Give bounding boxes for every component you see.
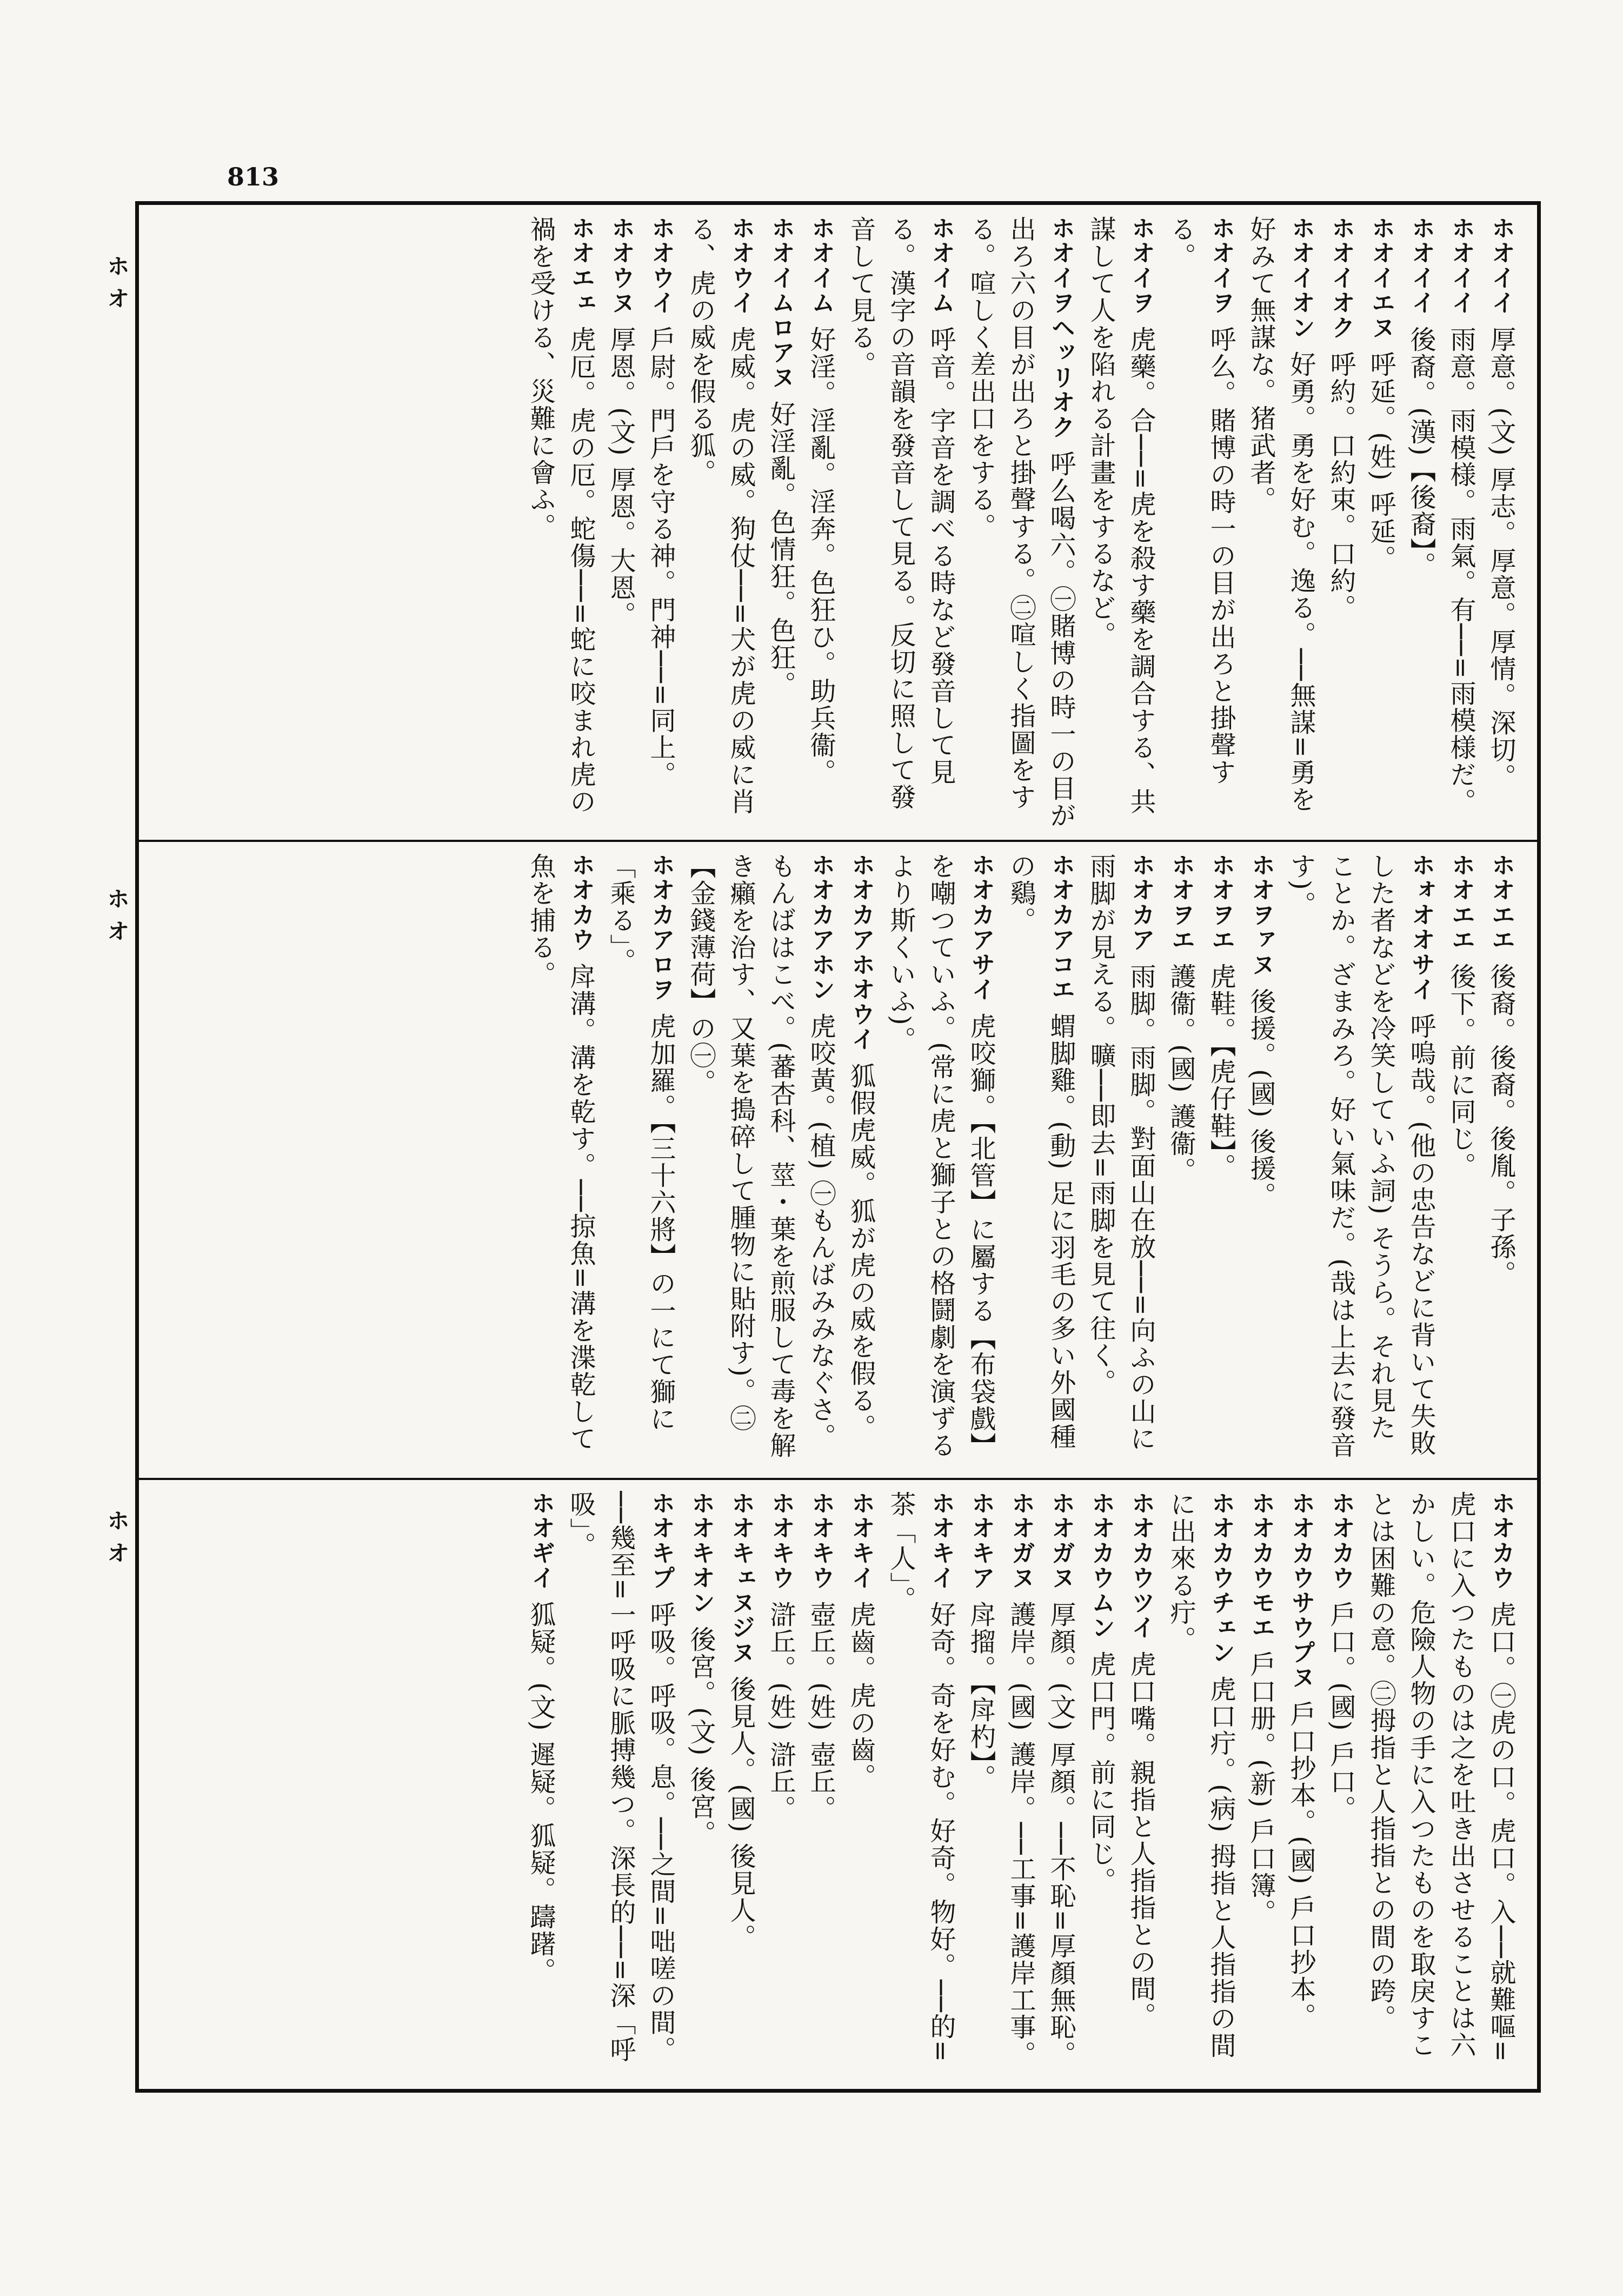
dictionary-entry — [801, 216, 841, 829]
entry-definition: 雨意。雨模様。雨氣。有──=雨模様だ。 — [1446, 326, 1476, 815]
entry-definition: 戽㨨。【戽杓】。 — [966, 1601, 996, 1791]
entry-headword: ホオカアサイ — [967, 853, 995, 1002]
index-tab-2: ホオ — [104, 887, 130, 952]
entry-headword: ホオイオク — [1327, 216, 1355, 340]
entry-definition: 後裔。(漢)【後裔】。 — [1406, 326, 1436, 579]
entry-headword: ホオガヌ — [1007, 1491, 1035, 1590]
entry-headword: ホオエェ — [567, 216, 595, 315]
entry-definition: 虎口疔。(病) 拇指と人指指の間に出來る疔。 — [1166, 1491, 1236, 2059]
entry-headword: ホオカウ — [1487, 1491, 1515, 1590]
entry-definition: 呼約。口約束。口約。 — [1326, 351, 1356, 621]
page-number: 813 — [227, 162, 280, 191]
entry-headword: ホオイイ — [1407, 216, 1435, 315]
entry-headword: ホオイイ — [1447, 216, 1475, 315]
dictionary-entry — [1281, 853, 1441, 1467]
dictionary-entry — [1241, 216, 1321, 829]
entry-definition: 雨脚。雨脚。對面山在放──=向ふの山に雨脚が見える。曠──即去=雨脚を見て往く。 — [1086, 853, 1156, 1452]
dictionary-entry — [601, 216, 641, 829]
dictionary-entry — [1401, 216, 1441, 829]
entry-definition: 厚恩。(文) 厚恩。大恩。 — [606, 326, 636, 628]
index-tab-3: ホオ — [104, 1509, 130, 1574]
entry-headword: ホオイエヌ — [1367, 216, 1395, 340]
entry-headword: ホオイヲ — [1207, 216, 1235, 315]
dictionary-entry — [881, 853, 1001, 1467]
entry-definition: 呼么喝六。㊀賭博の時一の目が出ろ六の目が出ろと掛聲する。㊁喧しく指圖をする。喧しく差出口をする。 — [966, 216, 1076, 829]
entry-definition: 虎藥。合──=虎を殺す藥を調合する、共謀して人を陷れる計畫をするなど。 — [1086, 216, 1156, 815]
entry-headword: ホオカウサウプヌ — [1287, 1491, 1315, 1690]
entry-headword: ホオヲエ — [1207, 853, 1235, 952]
entry-definition: 狐假虎威。狐が虎の威を假る。 — [846, 1063, 876, 1441]
entry-definition: 好淫。淫亂。淫奔。色狂ひ。助兵衞。 — [806, 326, 836, 786]
dictionary-entry — [1081, 1491, 1121, 2078]
entry-definition: 虎口嘴。親指と人指指との間。 — [1126, 1651, 1156, 2029]
entry-headword: ホオガヌ — [1047, 1491, 1075, 1590]
entry-headword: ホオヲァヌ — [1247, 853, 1275, 977]
entry-definition: 虎鞋。【虎仔鞋】。 — [1206, 963, 1236, 1180]
dictionary-entry — [681, 853, 841, 1467]
dictionary-entry — [841, 216, 961, 829]
dictionary-entry — [1001, 853, 1081, 1467]
dictionary-band-top — [139, 205, 1537, 842]
dictionary-entry — [681, 1491, 721, 2078]
entry-headword: ホオイイ — [1487, 216, 1515, 315]
entry-headword: ホオエエ — [1447, 853, 1475, 952]
dictionary-entry — [521, 853, 601, 1467]
dictionary-entry — [961, 1491, 1001, 2078]
entry-headword: ホォオオサイ — [1407, 853, 1435, 1002]
entry-definition: 護衞。(國) 護衞。 — [1166, 963, 1196, 1184]
dictionary-entry — [1481, 853, 1521, 1467]
dictionary-entry — [841, 853, 881, 1467]
entry-headword: ホオキオン — [687, 1491, 715, 1615]
dictionary-entry — [1041, 1491, 1081, 2078]
entry-headword: ホオカウムン — [1087, 1491, 1115, 1640]
entry-headword: ホオカアホオウイ — [847, 853, 875, 1052]
entry-headword: ホオイム — [807, 216, 835, 315]
dictionary-entry — [721, 1491, 761, 2078]
dictionary-entry — [1201, 853, 1241, 1467]
dictionary-entry — [521, 216, 601, 829]
entry-definition: 戶尉。門戶を守る神。門神──=同上。 — [646, 326, 676, 788]
entry-definition: 壺丘。(姓) 壺丘。 — [806, 1601, 836, 1822]
entries-column-group — [150, 216, 1521, 829]
entry-definition: 虎厄。虎の厄。蛇傷──=蛇に咬まれ虎の禍を受ける、災難に會ふ。 — [526, 216, 596, 815]
dictionary-entry — [601, 853, 681, 1467]
entries-column-group — [150, 1491, 1521, 2078]
dictionary-entry — [841, 1491, 881, 2078]
dictionary-entry — [521, 1491, 561, 2078]
entry-definition: 呼吸。呼吸。息。──之間=咄嗟の間。──幾至=一呼吸に脈搏幾つ。深長的──=深「呼吸」。 — [566, 1491, 676, 2063]
entry-definition: 虎齒。虎の齒。 — [846, 1601, 876, 1790]
entry-headword: ホオエエ — [1487, 853, 1515, 952]
entry-headword: ホオキイ — [847, 1491, 875, 1590]
index-tab-1: ホオ — [104, 254, 130, 319]
entry-definition: 戶口抄本。(國) 戶口抄本。 — [1286, 1701, 1316, 2030]
dictionary-entry — [641, 216, 681, 829]
dictionary-entry — [1161, 1491, 1241, 2078]
entry-headword: ホオイオン — [1287, 216, 1315, 340]
entry-definition: 滸丘。(姓) 滸丘。 — [766, 1601, 796, 1822]
dictionary-entry — [1121, 1491, 1161, 2078]
dictionary-entry — [1361, 216, 1401, 829]
entry-headword: ホオカア — [1127, 853, 1155, 952]
entry-headword: ホオカウツイ — [1127, 1491, 1155, 1640]
dictionary-entry — [1321, 216, 1361, 829]
entry-headword: ホオカウチェン — [1207, 1491, 1235, 1665]
entry-headword: ホオキウ — [807, 1491, 835, 1590]
entry-definition: 呼延。(姓) 呼延。 — [1366, 351, 1396, 572]
entries-column-group — [150, 853, 1521, 1467]
entry-definition: 厚意。(文) 厚志。厚意。厚情。深切。 — [1486, 326, 1516, 791]
dictionary-entry — [1281, 1491, 1321, 2078]
entry-headword: ホオキェヌジヌ — [727, 1491, 755, 1665]
entry-definition: 呼么。賭博の時一の目が出ろと掛聲する。 — [1166, 216, 1236, 786]
entry-definition: 狐疑。(文) 遲疑。狐疑。躊躇。 — [526, 1601, 556, 1985]
dictionary-entry — [681, 216, 761, 829]
entry-headword: ホオウヌ — [607, 216, 635, 315]
entry-headword: ホオキア — [967, 1491, 995, 1590]
entry-definition: 虎口門。前に同じ。 — [1086, 1651, 1116, 1894]
entry-headword: ホオウイ — [727, 216, 755, 315]
dictionary-entry — [761, 1491, 801, 2078]
dictionary-band-bottom — [139, 1480, 1537, 2089]
entry-headword: ホオイムロアヌ — [767, 216, 795, 390]
entry-definition: 蝟脚雞。(動) 足に羽毛の多い外國種の鷄。 — [1006, 853, 1076, 1450]
dictionary-band-middle — [139, 842, 1537, 1480]
dictionary-entry — [1001, 1491, 1041, 2078]
entry-headword: ホオキウ — [767, 1491, 795, 1590]
entry-headword: ホオギイ — [527, 1491, 555, 1590]
entry-definition: 後見人。(國) 後見人。 — [726, 1676, 756, 1951]
dictionary-entry — [1161, 216, 1241, 829]
dictionary-entry — [1441, 853, 1481, 1467]
entry-headword: ホオカアホン — [807, 853, 835, 1002]
dictionary-entry — [1241, 853, 1281, 1467]
dictionary-entry — [1321, 1491, 1361, 2078]
dictionary-entry — [561, 1491, 681, 2078]
entry-definition: 虎咬黃。(植) ㊀もんばみみなぐさ。もんばはこべ。(蕃杏科、莖・葉を煎服して毒を解き癩を治す、又葉を搗碎して腫物に貼附す)。㊁【金錢薄荷】の㊀。 — [686, 853, 836, 1459]
dictionary-entry — [801, 1491, 841, 2078]
entry-headword: ホオカアコエ — [1047, 853, 1075, 1002]
entry-definition: 後援。(國) 後援。 — [1246, 988, 1276, 1209]
entry-headword: ホオキイ — [927, 1491, 955, 1590]
entry-definition: 好淫亂。色情狂。色狂。 — [766, 401, 796, 698]
entry-headword: ホオウイ — [647, 216, 675, 315]
entry-headword: ホオカウ — [1327, 1491, 1355, 1590]
dictionary-entry — [1081, 853, 1161, 1467]
dictionary-entry — [1481, 216, 1521, 829]
entry-headword: ホオイム — [927, 216, 955, 315]
entry-definition: 戽溝。溝を乾す。──掠魚=溝を渫乾して魚を捕る。 — [526, 853, 596, 1452]
entry-headword: ホオイヲ — [1127, 216, 1155, 315]
entry-definition: 護岸。(國) 護岸。──工事=護岸工事。 — [1006, 1601, 1036, 2068]
entry-definition: 虎咬獅。【北管】に屬する【布袋戲】を嘲つていふ。(常に虎と獅子との格鬪劇を演ずるより斯くいふ)。 — [886, 853, 996, 1459]
entry-definition: 呼嗚哉。(他の忠告などに背いて失敗した者などを冷笑していふ詞) そうら。それ見たことか。ざまみろ。好い氣味だ。(哉は上去に發音す)。 — [1286, 853, 1436, 1459]
entry-definition: 虎口。㊀虎の口。虎口。入──就難嘔=虎口に入つたものは之を吐き出させることは六かしい。危險人物の手に入つたものを取戾すことは困難の意。㊁拇指と人指指との間の跨。 — [1366, 1491, 1516, 2063]
entry-definition: 後裔。後裔。後胤。子孫。 — [1486, 963, 1516, 1288]
dictionary-entry — [961, 216, 1081, 829]
entry-headword: ホオキプ — [647, 1491, 675, 1590]
entry-definition: 後宮。(文) 後宮。 — [686, 1626, 716, 1847]
entry-headword: ホオヲエ — [1167, 853, 1195, 952]
entry-definition: 好奇。奇を好む。好奇。物好。──的=茶「人」。 — [886, 1491, 956, 2063]
entry-definition: 好勇。勇を好む。逸る。──無謀=勇を好みて無謀な。猪武者。 — [1246, 216, 1316, 813]
entry-headword: ホオカアロヲ — [647, 853, 675, 1002]
entry-definition: 虎加羅。【三十六將】の一にて獅に「乘る」。 — [606, 853, 676, 1432]
entry-definition: 後下。前に同じ。 — [1446, 963, 1476, 1179]
dictionary-entry — [1081, 216, 1161, 829]
entry-definition: 戶口册。(新) 戶口簿。 — [1246, 1651, 1276, 1926]
entry-definition: 戶口。(國) 戶口。 — [1326, 1601, 1356, 1822]
entry-definition: 呼音。字音を調べる時など發音して見る。漢字の音韻を發音して見る。反切に照して發音して見る。 — [846, 216, 956, 811]
entry-definition: 厚顏。(文) 厚顏。──不恥=厚顏無恥。 — [1046, 1601, 1076, 2068]
dictionary-frame — [135, 201, 1541, 2093]
dictionary-entry — [761, 216, 801, 829]
dictionary-entry — [1241, 1491, 1281, 2078]
dictionary-entry — [1161, 853, 1201, 1467]
entry-headword: ホオカウ — [567, 853, 595, 952]
entry-headword: ホオイヲヘッリオク — [1047, 216, 1075, 440]
dictionary-entry — [1361, 1491, 1521, 2078]
entry-headword: ホオカウモエ — [1247, 1491, 1275, 1640]
dictionary-entry — [881, 1491, 961, 2078]
dictionary-entry — [1441, 216, 1481, 829]
entry-definition: 虎威。虎の威。狗仗──=犬が虎の威に肖る、虎の威を假る狐。 — [686, 216, 756, 815]
